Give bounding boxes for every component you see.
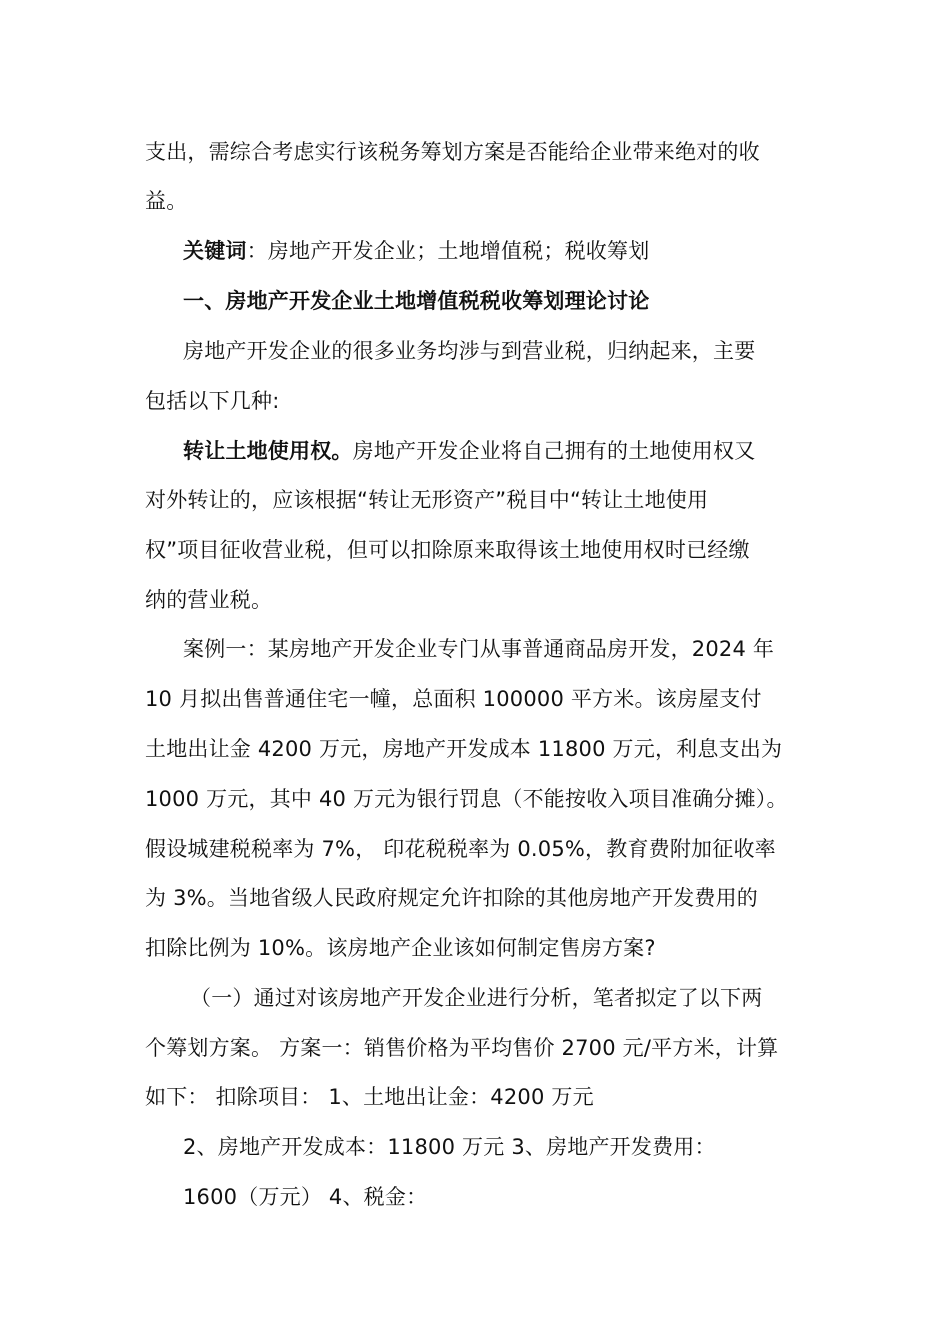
text-line: 假设城建税税率为 7%， 印花税税率为 0.05%，教育费附加征收率 [145,837,776,861]
text-line: 纳的营业税。 [145,588,273,612]
transfer-line [183,437,755,465]
text-line: （一）通过对该房地产开发企业进行分析，笔者拟定了以下两 [190,986,763,1010]
text-line: 益。 [145,189,188,213]
text-line: 1000 万元，其中 40 万元为银行罚息（不能按收入项目准确分摊）。 [145,787,788,811]
text-line: 支出，需综合考虑实行该税务筹划方案是否能给企业带来绝对的收 [145,140,760,164]
text-line: 包括以下几种: [145,389,280,413]
text-line: 1600（万元） 4、税金： [183,1185,428,1209]
text-line: 房地产开发企业的很多业务均涉与到营业税，归纳起来，主要 [183,339,756,363]
text-line: 如下： 扣除项目： 1、土地出让金：4200 万元 [145,1085,594,1109]
keywords-label: 关键词 [183,239,247,263]
text-line: 为 3%。当地省级人民政府规定允许扣除的其他房地产开发费用的 [145,886,758,910]
keywords-line [183,237,649,265]
text-line: 扣除比例为 10%。该房地产企业该如何制定售房方案? [145,936,656,960]
text-line: 权”项目征收营业税，但可以扣除原来取得该土地使用权时已经缴 [145,538,750,562]
keywords-text: ：房地产开发企业；土地增值税；税收筹划 [246,239,650,263]
text-line: 个筹划方案。 方案一：销售价格为平均售价 2700 元/平方米，计算 [145,1036,779,1060]
text-line: 2、房地产开发成本：11800 万元 3、房地产开发费用： [183,1135,716,1159]
section-heading: 一、房地产开发企业土地增值税税收筹划理论讨论 [183,289,650,313]
text-line: 10 月拟出售普通住宅一幢，总面积 100000 平方米。该房屋支付 [145,687,762,711]
text-line: 案例一：某房地产开发企业专门从事普通商品房开发，2024 年 [183,637,775,661]
transfer-text: 房地产开发企业将自己拥有的土地使用权又 [352,439,756,463]
text-line: 土地出让金 4200 万元，房地产开发成本 11800 万元，利息支出为 [145,737,783,761]
transfer-label: 转让土地使用权。 [183,439,353,463]
text-line: 对外转让的，应该根据“转让无形资产”税目中“转让土地使用 [145,488,709,512]
